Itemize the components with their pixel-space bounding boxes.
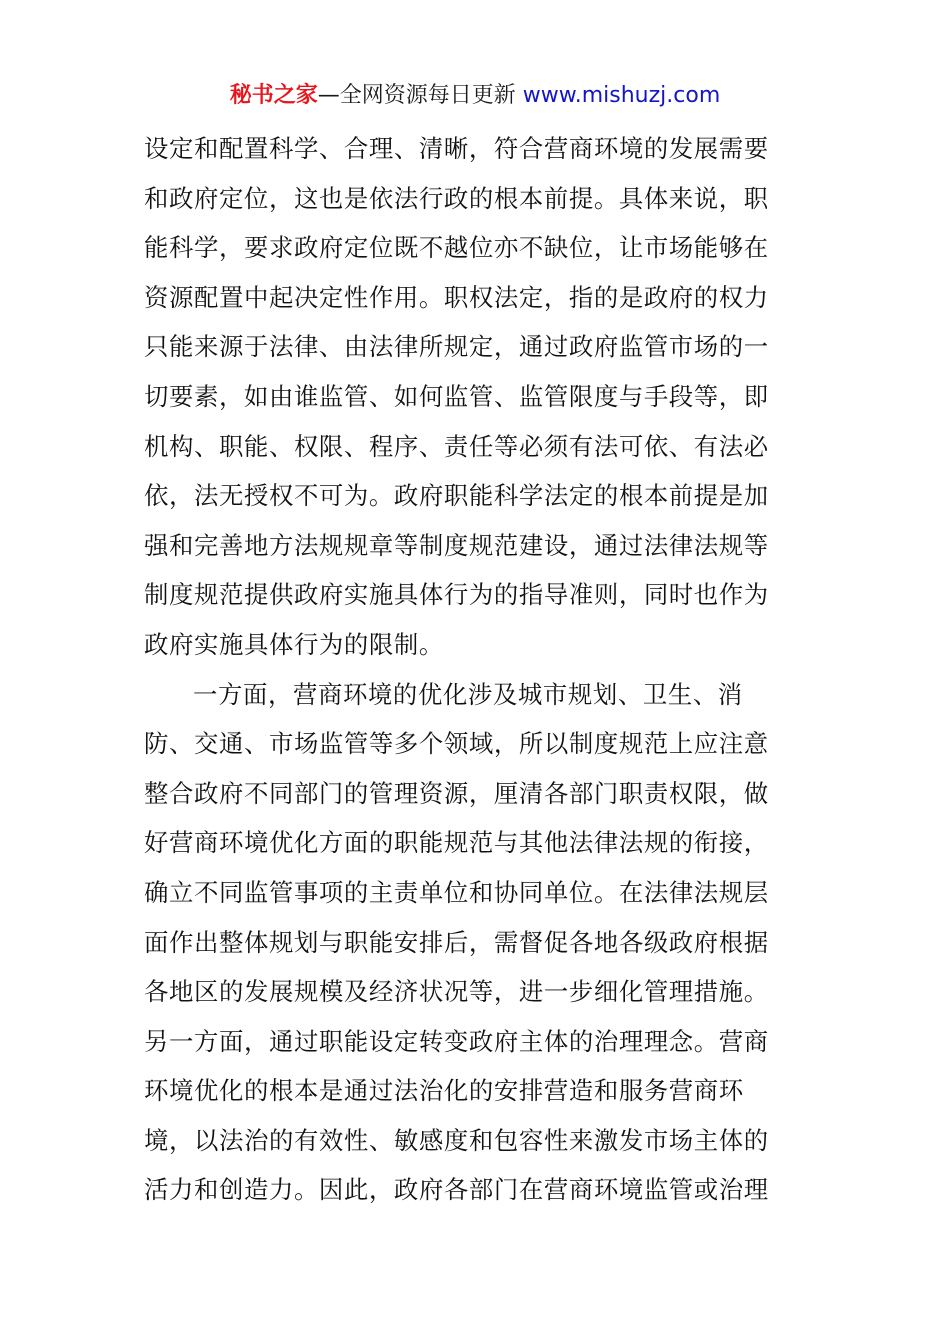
document-body (144, 124, 806, 1215)
text-line: 各地区的发展规模及经济状况等，进一步细化管理措施。 (144, 977, 769, 1007)
site-url-link[interactable]: www.mishuzj.com (522, 83, 721, 108)
text-line: 切要素，如由谁监管、如何监管、监管限度与手段等，即 (144, 381, 769, 411)
site-brand: 秘书之家 (229, 83, 318, 108)
paragraph-first-line: 一方面，营商环境的优化涉及城市规划、卫生、消 (193, 679, 743, 709)
text-line: 能科学，要求政府定位既不越位亦不缺位，让市场能够在 (144, 233, 769, 263)
site-header (0, 80, 950, 112)
text-line: 只能来源于法律、由法律所规定，通过政府监管市场的一 (144, 332, 769, 362)
text-line: 另一方面，通过职能设定转变政府主体的治理理念。营商 (144, 1026, 769, 1056)
text-line: 依，法无授权不可为。政府职能科学法定的根本前提是加 (144, 481, 769, 511)
text-line: 活力和创造力。因此，政府各部门在营商环境监管或治理 (144, 1175, 769, 1205)
text-line: 政府实施具体行为的限制。 (144, 629, 444, 659)
text-line: 强和完善地方法规规章等制度规范建设，通过法律法规等 (144, 530, 769, 560)
text-line: 好营商环境优化方面的职能规范与其他法律法规的衔接， (144, 828, 769, 858)
text-line: 资源配置中起决定性作用。职权法定，指的是政府的权力 (144, 282, 769, 312)
text-line: 境，以法治的有效性、敏感度和包容性来激发市场主体的 (144, 1125, 769, 1155)
text-line: 制度规范提供政府实施具体行为的指导准则，同时也作为 (144, 580, 769, 610)
text-line: 防、交通、市场监管等多个领域，所以制度规范上应注意 (144, 729, 769, 759)
text-line: 面作出整体规划与职能安排后，需督促各地各级政府根据 (144, 927, 769, 957)
text-line: 机构、职能、权限、程序、责任等必须有法可依、有法必 (144, 431, 769, 461)
text-line: 整合政府不同部门的管理资源，厘清各部门职责权限，做 (144, 778, 769, 808)
text-line: 确立不同监管事项的主责单位和协同单位。在法律法规层 (144, 877, 769, 907)
text-line: 设定和配置科学、合理、清晰，符合营商环境的发展需要 (144, 134, 769, 163)
text-line: 和政府定位，这也是依法行政的根本前提。具体来说，职 (144, 183, 769, 213)
site-tagline: —全网资源每日更新 (317, 83, 523, 108)
text-line: 环境优化的根本是通过法治化的安排营造和服务营商环 (144, 1076, 744, 1106)
